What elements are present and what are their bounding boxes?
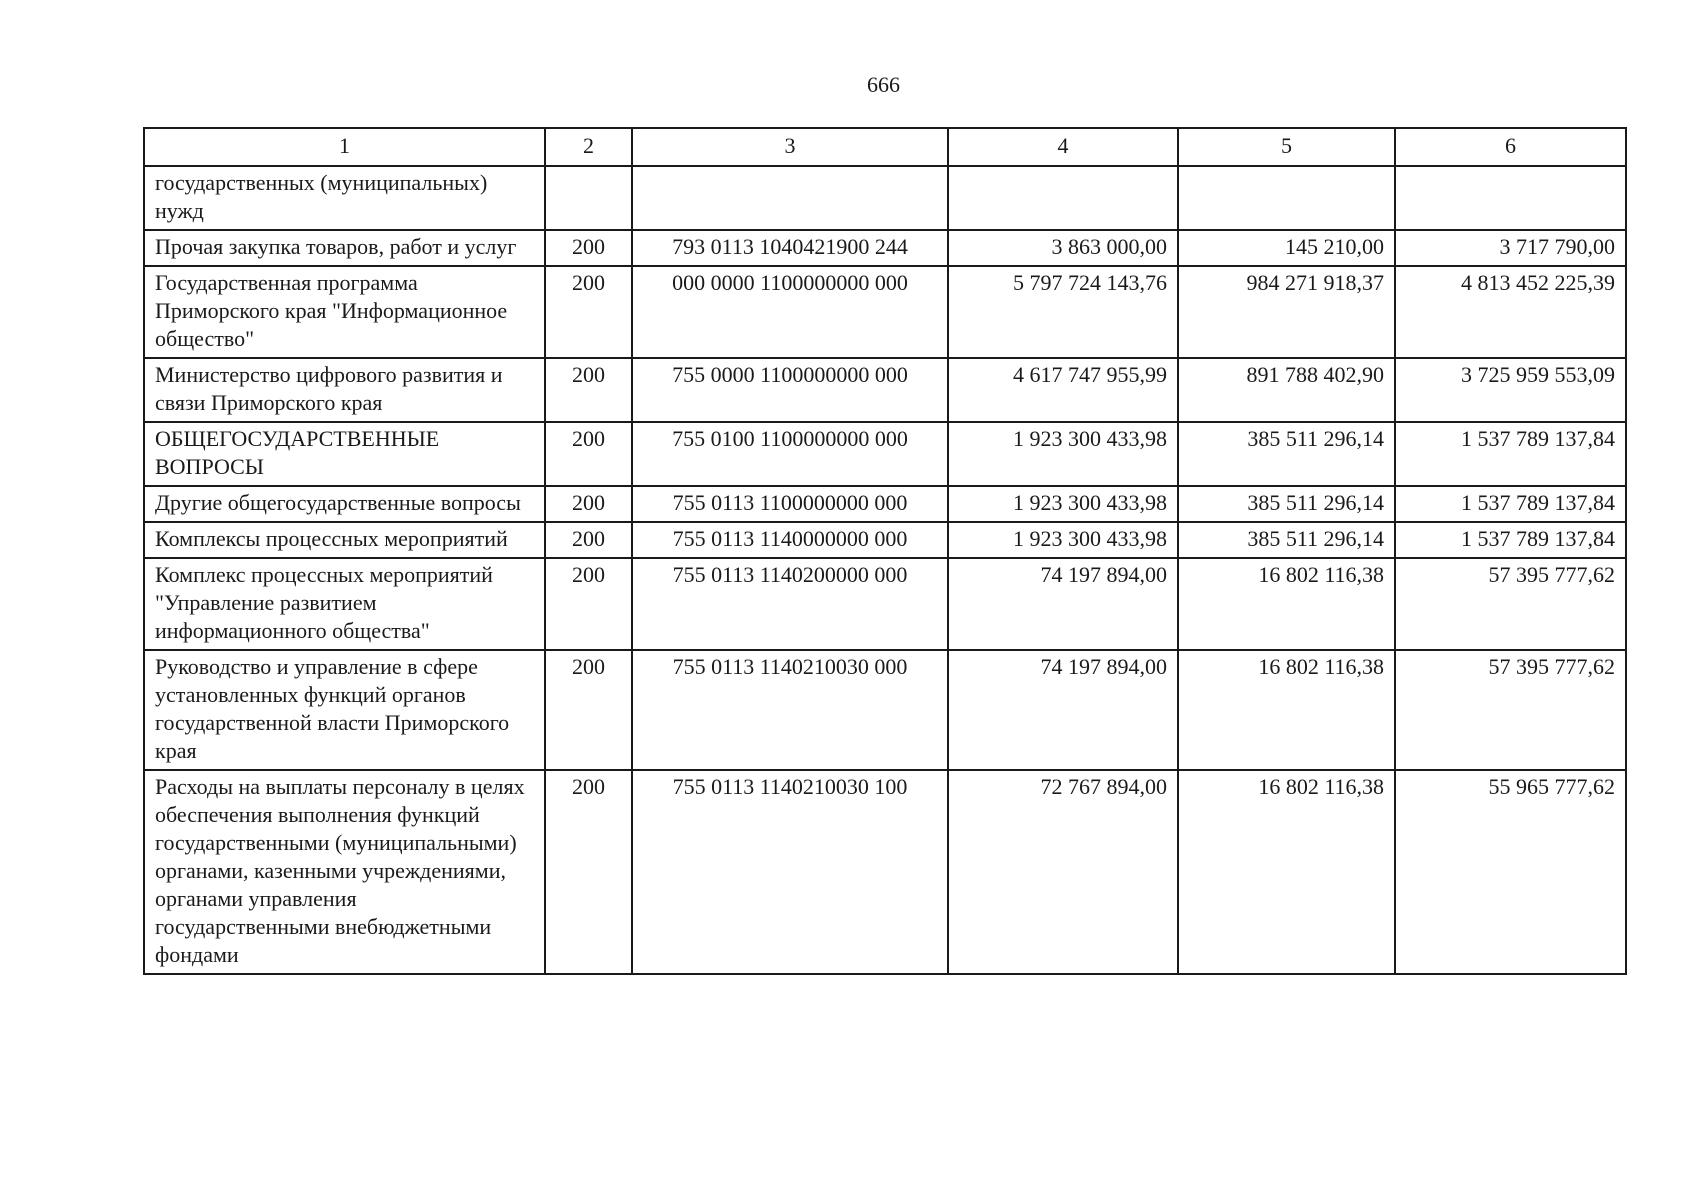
row-exec: 385 511 296,14	[1178, 486, 1395, 522]
row-plan: 74 197 894,00	[948, 650, 1178, 770]
row-exec: 16 802 116,38	[1178, 558, 1395, 650]
row-exec: 891 788 402,90	[1178, 358, 1395, 422]
row-name: ОБЩЕГОСУДАРСТВЕННЫЕ ВОПРОСЫ	[144, 422, 545, 486]
row-rest: 1 537 789 137,84	[1395, 486, 1626, 522]
row-name: Руководство и управление в сфере установленных функций органов государственной власти Приморского края	[144, 650, 545, 770]
row-rest: 57 395 777,62	[1395, 558, 1626, 650]
row-plan: 3 863 000,00	[948, 230, 1178, 266]
table-row	[144, 422, 1626, 486]
row-chapter: 200	[545, 486, 632, 522]
row-exec: 145 210,00	[1178, 230, 1395, 266]
row-rest: 1 537 789 137,84	[1395, 422, 1626, 486]
row-code: 755 0113 1140210030 000	[632, 650, 948, 770]
table-header	[144, 128, 1626, 166]
row-name: Расходы на выплаты персоналу в целях обеспечения выполнения функций государственными (муниципальными) органами, казенными учреждениями, органами управления государственными внебюджетными фондами	[144, 770, 545, 974]
row-rest: 57 395 777,62	[1395, 650, 1626, 770]
row-plan: 4 617 747 955,99	[948, 358, 1178, 422]
row-chapter	[545, 166, 632, 230]
page-number: 666	[867, 72, 900, 97]
row-rest	[1395, 166, 1626, 230]
row-code: 755 0000 1100000000 000	[632, 358, 948, 422]
row-name: государственных (муниципальных) нужд	[144, 166, 545, 230]
table-row	[144, 770, 1626, 974]
row-chapter: 200	[545, 558, 632, 650]
row-chapter: 200	[545, 230, 632, 266]
column-header-6: 6	[1395, 128, 1626, 166]
row-code: 755 0113 1140210030 100	[632, 770, 948, 974]
row-name: Комплекс процессных мероприятий "Управление развитием информационного общества"	[144, 558, 545, 650]
column-header-3: 3	[632, 128, 948, 166]
row-exec: 984 271 918,37	[1178, 266, 1395, 358]
table-row	[144, 558, 1626, 650]
column-header-2: 2	[545, 128, 632, 166]
row-code	[632, 166, 948, 230]
row-exec: 16 802 116,38	[1178, 770, 1395, 974]
row-name: Комплексы процессных мероприятий	[144, 522, 545, 558]
row-rest: 4 813 452 225,39	[1395, 266, 1626, 358]
column-header-5: 5	[1178, 128, 1395, 166]
row-plan: 74 197 894,00	[948, 558, 1178, 650]
row-code: 000 0000 1100000000 000	[632, 266, 948, 358]
table-row	[144, 650, 1626, 770]
row-rest: 3 725 959 553,09	[1395, 358, 1626, 422]
row-exec: 385 511 296,14	[1178, 522, 1395, 558]
row-code: 755 0100 1100000000 000	[632, 422, 948, 486]
row-name: Прочая закупка товаров, работ и услуг	[144, 230, 545, 266]
row-chapter: 200	[545, 650, 632, 770]
row-plan: 5 797 724 143,76	[948, 266, 1178, 358]
row-plan	[948, 166, 1178, 230]
row-plan: 1 923 300 433,98	[948, 486, 1178, 522]
table-row	[144, 266, 1626, 358]
table-row	[144, 358, 1626, 422]
row-rest: 3 717 790,00	[1395, 230, 1626, 266]
budget-table	[143, 127, 1627, 975]
row-rest: 1 537 789 137,84	[1395, 522, 1626, 558]
row-name: Государственная программа Приморского края "Информационное общество"	[144, 266, 545, 358]
row-chapter: 200	[545, 770, 632, 974]
table-body	[144, 166, 1626, 974]
row-chapter: 200	[545, 522, 632, 558]
row-chapter: 200	[545, 422, 632, 486]
row-code: 755 0113 1140000000 000	[632, 522, 948, 558]
row-plan: 1 923 300 433,98	[948, 422, 1178, 486]
table-row	[144, 522, 1626, 558]
column-header-4: 4	[948, 128, 1178, 166]
table-row	[144, 486, 1626, 522]
table-row	[144, 166, 1626, 230]
row-exec	[1178, 166, 1395, 230]
row-code: 793 0113 1040421900 244	[632, 230, 948, 266]
row-plan: 72 767 894,00	[948, 770, 1178, 974]
row-name: Министерство цифрового развития и связи Приморского края	[144, 358, 545, 422]
row-plan: 1 923 300 433,98	[948, 522, 1178, 558]
row-code: 755 0113 1140200000 000	[632, 558, 948, 650]
row-exec: 16 802 116,38	[1178, 650, 1395, 770]
table-row	[144, 230, 1626, 266]
row-name: Другие общегосударственные вопросы	[144, 486, 545, 522]
header-row	[144, 128, 1626, 166]
row-chapter: 200	[545, 358, 632, 422]
column-header-1: 1	[144, 128, 545, 166]
row-chapter: 200	[545, 266, 632, 358]
row-rest: 55 965 777,62	[1395, 770, 1626, 974]
row-code: 755 0113 1100000000 000	[632, 486, 948, 522]
row-exec: 385 511 296,14	[1178, 422, 1395, 486]
